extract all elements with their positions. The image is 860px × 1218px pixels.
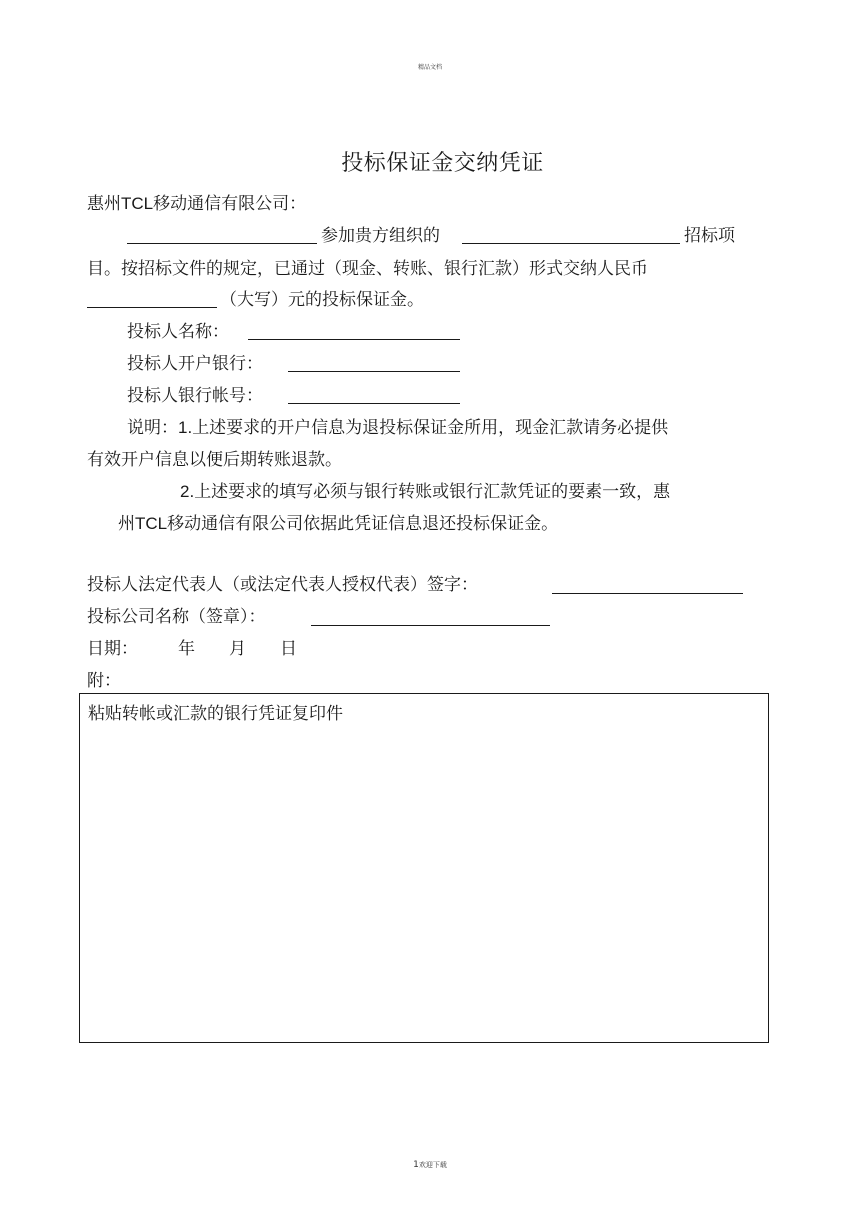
bank-blank[interactable] xyxy=(288,371,460,372)
date-month: 月 xyxy=(229,639,246,659)
bidder-name-label: 投标人名称： xyxy=(127,322,229,342)
footer-note xyxy=(0,1160,860,1170)
date-day: 日 xyxy=(280,639,297,659)
paragraph-line-2: 目。按招标文件的规定，已通过（现金、转账、银行汇款）形式交纳人民币 xyxy=(87,259,648,279)
note-1-number: 1. xyxy=(178,418,193,437)
note-2 xyxy=(180,480,670,504)
note-2-number: 2. xyxy=(180,482,195,501)
attachment-label: 附： xyxy=(87,671,121,691)
addressee-suffix: 移动通信有限公司： xyxy=(153,194,307,214)
attachment-box xyxy=(79,693,769,1043)
date-year: 年 xyxy=(178,639,195,659)
attachment-box-label: 粘贴转帐或汇款的银行凭证复印件 xyxy=(88,704,343,724)
note-2-cont-text: 移动通信有限公司依据此凭证信息退还投标保证金。 xyxy=(167,514,559,534)
date-label: 日期： xyxy=(87,639,138,659)
note-2-continuation xyxy=(118,512,558,536)
project-name-blank[interactable] xyxy=(462,243,680,244)
account-blank[interactable] xyxy=(288,403,460,404)
company-label: 投标公司名称（签章）： xyxy=(87,607,266,627)
header-note: 精品文档 xyxy=(417,64,442,71)
bank-label: 投标人开户银行： xyxy=(127,354,263,374)
addressee xyxy=(87,192,306,216)
note-1-text: 上述要求的开户信息为退投标保证金所用，现金汇款请务必提供 xyxy=(192,418,669,438)
bidder-name-blank[interactable] xyxy=(248,339,460,340)
note-1 xyxy=(127,416,668,440)
note-2-text: 上述要求的填写必须与银行转账或银行汇款凭证的要素一致，惠 xyxy=(194,482,671,502)
participate-text: 参加贵方组织的 xyxy=(321,226,440,246)
rep-signature-blank[interactable] xyxy=(552,593,743,594)
project-tail-text: 招标项 xyxy=(684,226,735,246)
amount-blank[interactable] xyxy=(87,307,217,308)
addressee-brand: TCL xyxy=(121,194,154,213)
note-1-continuation: 有效开户信息以便后期转账退款。 xyxy=(87,450,342,470)
account-label: 投标人银行帐号： xyxy=(127,386,263,406)
bidder-blank[interactable] xyxy=(127,243,317,244)
company-blank[interactable] xyxy=(311,625,550,626)
document-title: 投标保证金交纳凭证 xyxy=(341,151,544,176)
paragraph-line-3: （大写）元的投标保证金。 xyxy=(220,290,424,310)
page-number: 1 xyxy=(413,1160,419,1170)
note-2-cont-brand: TCL xyxy=(135,514,168,533)
rep-signature-label: 投标人法定代表人（或法定代表人授权代表）签字： xyxy=(87,575,478,595)
note-2-cont-prefix: 州 xyxy=(118,514,135,534)
footer-text: 欢迎下载 xyxy=(418,1161,447,1169)
addressee-prefix: 惠州 xyxy=(87,194,121,214)
note-intro: 说明： xyxy=(127,418,178,438)
